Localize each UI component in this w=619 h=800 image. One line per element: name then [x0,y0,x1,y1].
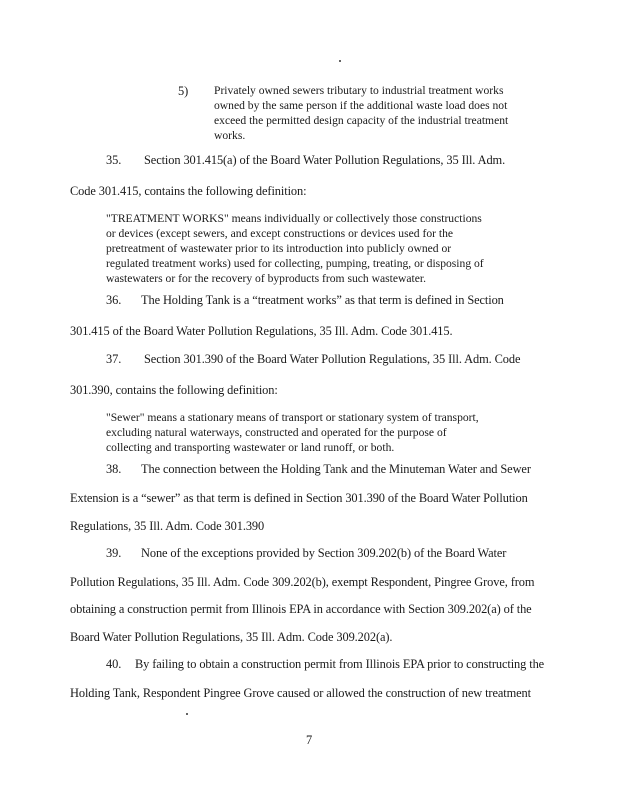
para-36-number: 36. [106,293,122,307]
para-37-number: 37. [106,352,122,366]
para-38-line-2: Extension is a “sewer” as that term is defined in Section 301.390 of the Board Water Pollution [70,491,528,505]
item-5-line: exceed the permitted design capacity of the industrial treatment [214,114,509,127]
definition-line: pretreatment of wastewater prior to its introduction into publicly owned or [106,242,452,255]
para-35-line-2: Code 301.415, contains the following definition: [70,184,307,198]
item-5-line: works. [214,129,246,142]
definition-line: collecting and transporting wastewater or land runoff, or both. [106,441,395,454]
para-36-line-2: 301.415 of the Board Water Pollution Regulations, 35 Ill. Adm. Code 301.415. [70,324,453,338]
para-37-line-2: 301.390, contains the following definition: [70,383,278,397]
scan-speck [186,713,188,715]
para-35-line-1: Section 301.415(a) of the Board Water Pollution Regulations, 35 Ill. Adm. [144,153,506,167]
scan-speck [339,60,341,62]
page-number: 7 [306,733,313,747]
definition-sewer [106,410,506,455]
para-38-number: 38. [106,462,122,476]
item-5-text [214,83,534,143]
para-38-line-3: Regulations, 35 Ill. Adm. Code 301.390 [70,519,265,533]
definition-line: or devices (except sewers, and except constructions or devices used for the [106,227,454,240]
definition-treatment-works [106,211,504,286]
item-5-line: owned by the same person if the additional waste load does not [214,99,508,112]
definition-line: wastewaters or for the recovery of byproducts from such wastewater. [106,272,426,285]
para-38-line-1: The connection between the Holding Tank and the Minuteman Water and Sewer [141,462,531,476]
para-40-line-1: By failing to obtain a construction permit from Illinois EPA prior to constructing the [135,657,545,671]
item-5-line: Privately owned sewers tributary to industrial treatment works [214,84,504,97]
definition-line: excluding natural waterways, constructed and operated for the purpose of [106,426,447,439]
para-40-number: 40. [106,657,122,671]
para-36-line-1: The Holding Tank is a “treatment works” as that term is defined in Section [141,293,504,307]
para-39-line-4: Board Water Pollution Regulations, 35 Ill. Adm. Code 309.202(a). [70,630,393,644]
para-37-line-1: Section 301.390 of the Board Water Pollution Regulations, 35 Ill. Adm. Code [144,352,521,366]
definition-line: regulated treatment works) used for collecting, pumping, treating, or disposing of [106,257,484,270]
para-39-line-3: obtaining a construction permit from Illinois EPA in accordance with Section 309.202(a) of the [70,602,532,616]
item-5-number: 5) [178,84,189,98]
definition-line: "TREATMENT WORKS" means individually or collectively those constructions [106,212,482,225]
para-35-number: 35. [106,153,122,167]
para-39-number: 39. [106,546,122,560]
para-40-line-2: Holding Tank, Respondent Pingree Grove caused or allowed the construction of new treatment [70,686,531,700]
definition-line: "Sewer" means a stationary means of transport or stationary system of transport, [106,411,479,424]
para-39-line-1: None of the exceptions provided by Section 309.202(b) of the Board Water [141,546,507,560]
para-39-line-2: Pollution Regulations, 35 Ill. Adm. Code 309.202(b), exempt Respondent, Pingree Grove, from [70,575,535,589]
